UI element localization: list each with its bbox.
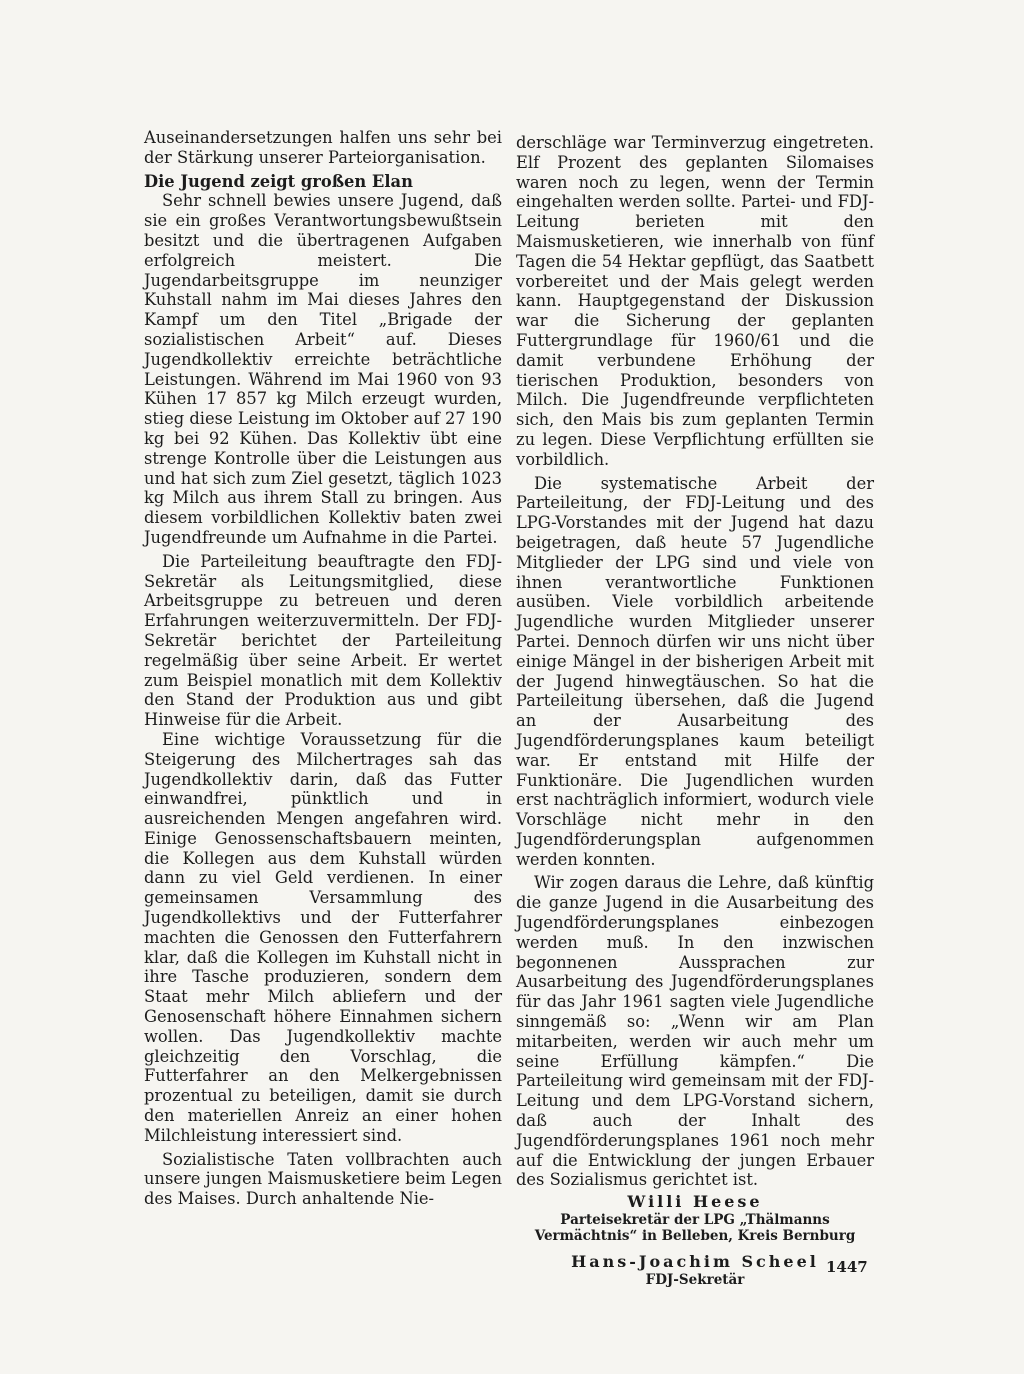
signature-name-2: Hans-Joachim Scheel	[571, 1252, 819, 1272]
left-paragraph-1: Sehr schnell bewies unsere Jugend, daß sie ein großes Verantwortungsbewußtsein besitzt und die übertragenen Aufgaben erfolgreich meistert. Die Jugendarbeitsgruppe im neunziger Kuhstall nahm im Mai dieses Jahres den Kampf um den Titel „Brigade der sozialistischen Arbeit“ auf. Dieses Jugendkollektiv erreichte beträchtliche Leistungen. Während im Mai 1960 von 93 Kühen 17 857 kg Milch erzeugt wurden, stieg diese Leistung im Oktober auf 27 190 kg bei 92 Kühen. Das Kollektiv übt eine strenge Kontrolle über die Leistungen aus und hat sich zum Ziel gesetzt, täglich 1023 kg Milch aus ihrem Stall zu bringen. Aus diesem vorbildlichen Kollektiv baten zwei Jugendfreunde um Aufnahme in die Partei.	[144, 191, 502, 547]
left-paragraph-3: Eine wichtige Voraussetzung für die Steigerung des Milchertrages sah das Jugendkollektiv darin, daß das Futter einwandfrei, pünktlich und in ausreichenden Mengen angefahren wird. Einige Genossenschaftsbauern meinten, die Kollegen aus dem Kuhstall würden dann zu viel Geld verdienen. In einer gemeinsamen Versammlung des Jugendkollektivs und der Futterfahrer machten die Genossen den Futterfahrern klar, daß die Kollegen im Kuhstall nicht in ihre Tasche produzieren, sondern dem Staat mehr Milch abliefern und der Genosenschaft höhere Einnahmen sichern wollen. Das Jugendkollektiv machte gleichzeitig den Vorschlag, die Futterfahrer an den Melkergebnissen prozentual zu beteiligen, damit sie durch den materiellen Anreiz an einer hohen Milchleistung interessiert sind.	[144, 729, 502, 1145]
left-column	[144, 128, 502, 1209]
right-paragraph-1: derschläge war Terminverzug eingetreten. Elf Prozent des geplanten Silomaises waren noch zu legen, wenn der Termin eingehalten werden sollte. Partei- und FDJ-Leitung berieten mit den Maismusketieren, wie innerhalb von fünf Tagen die 54 Hektar gepflügt, das Saatbett vorbereitet und der Mais gelegt werden kann. Hauptgegenstand der Diskussion war die Sicherung der geplanten Futtergrundlage für 1960/61 und die damit verbundene Erhöhung der tierischen Produktion, besonders von Milch. Die Jugendfreunde verpflichteten sich, den Mais bis zum geplanten Termin zu legen. Diese Verpflichtung erfüllten sie vorbildlich.	[516, 133, 874, 469]
signature-name-1: Willi Heese	[627, 1192, 763, 1212]
signature-role-1: Parteisekretär der LPG „Thälmanns Vermächtnis“ in Belleben, Kreis Bernburg	[534, 1212, 856, 1245]
right-paragraph-2: Die systematische Arbeit der Parteileitung, der FDJ-Leitung und des LPG-Vorstandes mit der Jugend hat dazu beigetragen, daß heute 57 Jugendliche Mitglieder der LPG sind und viele von ihnen verantwortliche Funktionen ausüben. Viele vorbildlich arbeitende Jugendliche wurden Mitglieder unserer Partei. Dennoch dürfen wir uns nicht über einige Mängel in der bisherigen Arbeit mit der Jugend hinwegtäuschen. So hat die Parteileitung übersehen, daß die Jugend an der Ausarbeitung des Jugendförderungsplanes kaum beteiligt war. Er entstand mit Hilfe der Funktionäre. Die Jugendlichen wurden erst nachträglich informiert, wodurch viele Vorschläge nicht mehr in den Jugendförderungsplan aufgenommen werden konnten.	[516, 473, 874, 869]
section-heading: Die Jugend zeigt großen Elan	[144, 171, 413, 191]
left-paragraph-0: Auseinandersetzungen halfen uns sehr bei der Stärkung unserer Parteiorganisation.	[144, 128, 502, 167]
right-column	[516, 133, 874, 1288]
page-number: 1447	[826, 1258, 868, 1276]
left-paragraph-4: Sozialistische Taten vollbrachten auch unsere jungen Maismusketiere beim Legen des Maises. Durch anhaltende Nie-	[144, 1149, 502, 1209]
right-paragraph-3: Wir zogen daraus die Lehre, daß künftig die ganze Jugend in die Ausarbeitung des Jugendförderungsplanes einbezogen werden muß. In den inzwischen begonnenen Aussprachen zur Ausarbeitung des Jugendförderungsplanes für das Jahr 1961 sagten viele Jugendliche sinngemäß so: „Wenn wir am Plan mitarbeiten, werden wir auch mehr um seine Erfüllung kämpfen.“ Die Parteileitung wird gemeinsam mit der FDJ-Leitung und dem LPG-Vorstand sichern, daß auch der Inhalt des Jugendförderungsplanes 1961 noch mehr auf die Entwicklung der jungen Erbauer des Sozialismus gerichtet ist.	[516, 873, 874, 1190]
signature-role-2: FDJ-Sekretär	[645, 1271, 745, 1288]
left-paragraph-2: Die Parteileitung beauftragte den FDJ-Sekretär als Leitungsmitglied, diese Arbeitsgruppe zu betreuen und deren Erfahrungen weiterzuvermitteln. Der FDJ-Sekretär berichtet der Parteileitung regelmäßig über seine Arbeit. Er wertet zum Beispiel monatlich mit dem Kollektiv den Stand der Produktion aus und gibt Hinweise für die Arbeit.	[144, 551, 502, 730]
